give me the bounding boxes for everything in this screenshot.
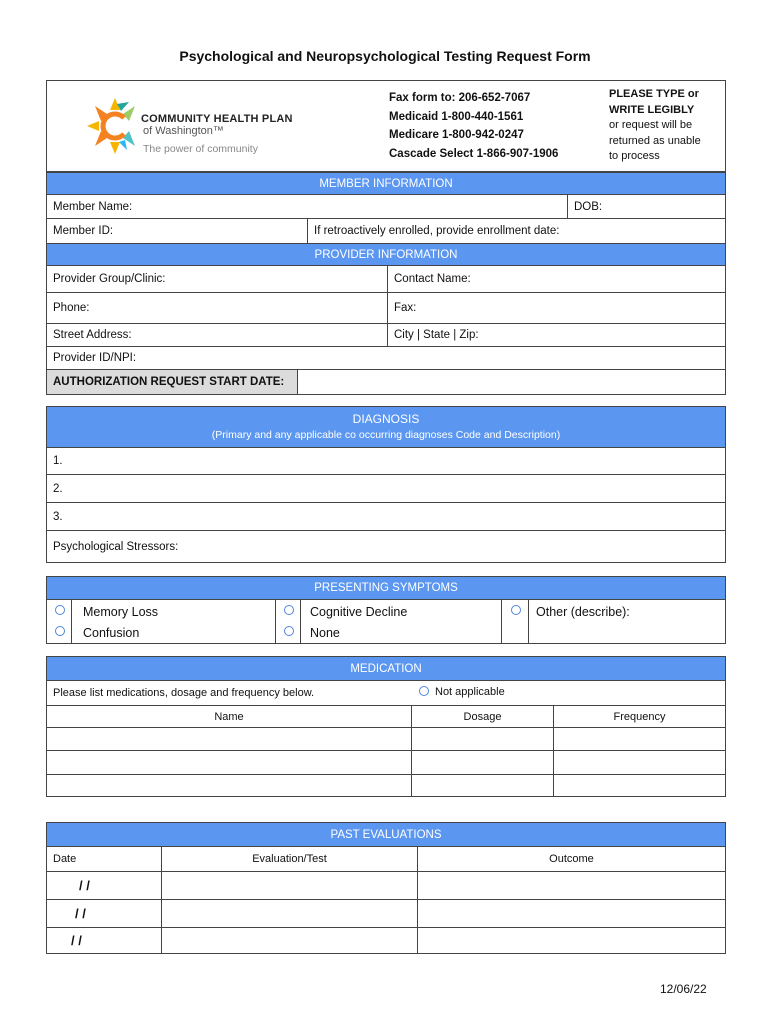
contact-name-field[interactable]: Contact Name:	[387, 265, 725, 292]
eval-row-2-test[interactable]	[161, 899, 417, 927]
med-row-3-dosage[interactable]	[411, 774, 553, 796]
provider-info-header: PROVIDER INFORMATION	[47, 243, 725, 265]
cognitive-decline-label: Cognitive Decline	[310, 605, 408, 619]
city-state-zip-field[interactable]: City | State | Zip:	[387, 323, 725, 346]
symptoms-col-3	[501, 599, 725, 643]
eval-col-test: Evaluation/Test	[161, 846, 417, 871]
eval-row-3-outcome[interactable]	[417, 927, 725, 953]
past-evaluations-header: PAST EVALUATIONS	[47, 823, 725, 846]
logo-tagline: The power of community	[143, 143, 258, 155]
eval-col-outcome: Outcome	[417, 846, 725, 871]
fax-number: Fax form to: 206-652-7067	[389, 92, 531, 104]
logo-name-line2: of Washington™	[143, 125, 224, 137]
other-radio[interactable]	[511, 605, 521, 615]
notice-line3: or request will be	[609, 119, 693, 131]
symptoms-col-1	[47, 599, 275, 643]
eval-row-2-outcome[interactable]	[417, 899, 725, 927]
confusion-radio[interactable]	[55, 626, 65, 636]
diagnosis-box	[46, 406, 726, 563]
notice-line4: returned as unable	[609, 134, 701, 147]
diagnosis-line-3[interactable]: 3.	[47, 502, 725, 530]
street-address-field[interactable]: Street Address:	[47, 323, 387, 346]
retro-enrollment-field[interactable]: If retroactively enrolled, provide enrollment date:	[307, 218, 725, 243]
member-info-header: MEMBER INFORMATION	[47, 173, 725, 194]
cascade-number: Cascade Select 1-866-907-1906	[389, 147, 559, 160]
not-applicable-radio[interactable]	[419, 686, 429, 696]
med-row-2-dosage[interactable]	[411, 750, 553, 774]
med-col-dosage: Dosage	[411, 705, 553, 727]
med-row-1-dosage[interactable]	[411, 727, 553, 750]
med-row-2-frequency[interactable]	[553, 750, 725, 774]
med-row-1-frequency[interactable]	[553, 727, 725, 750]
diagnosis-line-1[interactable]: 1.	[47, 447, 725, 474]
provider-npi-field[interactable]: Provider ID/NPI:	[47, 346, 725, 369]
psych-stressors-field[interactable]: Psychological Stressors:	[47, 530, 725, 562]
member-id-field[interactable]: Member ID:	[47, 218, 307, 243]
med-row-3-name[interactable]	[47, 774, 411, 796]
auth-start-date-input[interactable]	[297, 369, 725, 394]
auth-start-date-label: AUTHORIZATION REQUEST START DATE:	[47, 369, 297, 394]
memory-loss-radio[interactable]	[55, 605, 65, 615]
phone-field[interactable]: Phone:	[47, 292, 387, 323]
revision-date: 12/06/22	[660, 982, 707, 996]
provider-group-field[interactable]: Provider Group/Clinic:	[47, 265, 387, 292]
medicare-number: Medicare 1-800-942-0247	[389, 129, 524, 141]
diagnosis-line-2[interactable]: 2.	[47, 474, 725, 502]
member-name-field[interactable]: Member Name:	[47, 194, 567, 218]
eval-row-3-date[interactable]: / /	[47, 927, 161, 953]
header-box	[46, 80, 726, 172]
medication-box	[46, 656, 726, 797]
diagnosis-header: DIAGNOSIS	[352, 412, 420, 426]
dob-field[interactable]: DOB:	[567, 194, 725, 218]
med-row-3-frequency[interactable]	[553, 774, 725, 796]
legibility-notice	[609, 87, 701, 165]
symptoms-box	[46, 576, 726, 644]
page-title: Psychological and Neuropsychological Testing Request Form	[179, 48, 591, 64]
cognitive-decline-radio[interactable]	[284, 605, 294, 615]
med-row-1-name[interactable]	[47, 727, 411, 750]
past-evaluations-box	[46, 822, 726, 954]
not-applicable-label: Not applicable	[435, 686, 505, 698]
contact-block	[389, 89, 558, 163]
medication-header: MEDICATION	[47, 657, 725, 680]
med-row-2-name[interactable]	[47, 750, 411, 774]
logo-name-line1: COMMUNITY HEALTH PLAN	[141, 113, 293, 125]
community-health-plan-logo-icon	[83, 94, 147, 158]
eval-row-2-date[interactable]: / /	[47, 899, 161, 927]
none-radio[interactable]	[284, 626, 294, 636]
symptoms-header: PRESENTING SYMPTOMS	[47, 577, 725, 599]
symptoms-col-2	[275, 599, 501, 643]
eval-row-1-test[interactable]	[161, 871, 417, 899]
diagnosis-header-block	[47, 407, 725, 447]
eval-col-date: Date	[47, 846, 161, 871]
notice-line5: to process	[609, 150, 660, 162]
other-label: Other (describe):	[536, 605, 630, 619]
med-col-frequency: Frequency	[553, 705, 725, 727]
diagnosis-subheader: (Primary and any applicable co occurring diagnoses Code and Description)	[211, 429, 561, 441]
med-col-name: Name	[47, 705, 411, 727]
none-label: None	[310, 626, 340, 640]
member-provider-box	[46, 172, 726, 395]
medication-instruction: Please list medications, dosage and frequency below.	[47, 680, 725, 705]
confusion-label: Confusion	[83, 626, 140, 640]
memory-loss-label: Memory Loss	[83, 605, 159, 619]
eval-row-1-date[interactable]: / /	[47, 871, 161, 899]
fax-field[interactable]: Fax:	[387, 292, 725, 323]
eval-row-1-outcome[interactable]	[417, 871, 725, 899]
notice-line1: PLEASE TYPE or	[609, 88, 699, 100]
eval-row-3-test[interactable]	[161, 927, 417, 953]
medicaid-number: Medicaid 1-800-440-1561	[389, 110, 524, 123]
notice-line2: WRITE LEGIBLY	[609, 103, 695, 116]
